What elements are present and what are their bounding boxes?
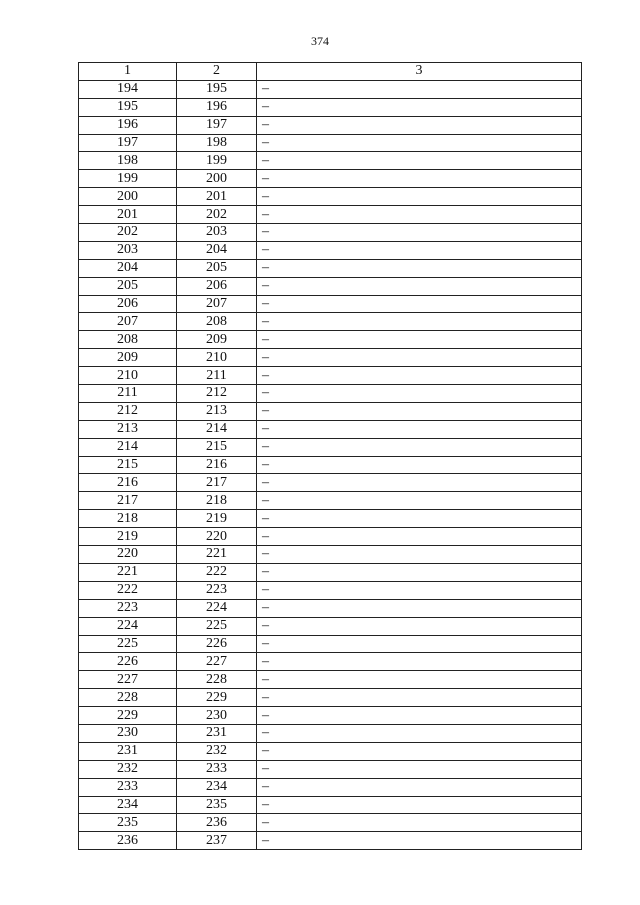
table-cell-col-2: 199 — [177, 152, 257, 170]
table-row — [79, 546, 582, 564]
table-cell-col-2: 202 — [177, 206, 257, 224]
table-row — [79, 796, 582, 814]
table-cell-col-1: 201 — [79, 206, 177, 224]
table-cell-col-2: 234 — [177, 778, 257, 796]
table-row — [79, 653, 582, 671]
table-cell-col-2: 201 — [177, 188, 257, 206]
table-cell-col-3: – — [257, 331, 582, 349]
table-cell-col-1: 196 — [79, 116, 177, 134]
table-cell-col-1: 202 — [79, 224, 177, 242]
table-row — [79, 581, 582, 599]
table-row — [79, 617, 582, 635]
table-row — [79, 814, 582, 832]
table-cell-col-2: 208 — [177, 313, 257, 331]
table-body — [79, 80, 582, 849]
table-cell-col-1: 215 — [79, 456, 177, 474]
table-row — [79, 671, 582, 689]
table-row — [79, 224, 582, 242]
table-cell-col-3: – — [257, 206, 582, 224]
table-cell-col-2: 207 — [177, 295, 257, 313]
table-cell-col-3: – — [257, 277, 582, 295]
table-cell-col-3: – — [257, 438, 582, 456]
table-row — [79, 116, 582, 134]
header-row — [79, 63, 582, 81]
table-row — [79, 277, 582, 295]
table-row — [79, 492, 582, 510]
table-cell-col-3: – — [257, 689, 582, 707]
table-cell-col-2: 220 — [177, 528, 257, 546]
table-cell-col-2: 209 — [177, 331, 257, 349]
table-cell-col-1: 235 — [79, 814, 177, 832]
table-cell-col-2: 225 — [177, 617, 257, 635]
table-cell-col-3: – — [257, 170, 582, 188]
table-cell-col-3: – — [257, 492, 582, 510]
table-cell-col-1: 210 — [79, 367, 177, 385]
table-cell-col-3: – — [257, 778, 582, 796]
data-table — [78, 62, 582, 850]
table-row — [79, 563, 582, 581]
table-row — [79, 402, 582, 420]
table-cell-col-3: – — [257, 116, 582, 134]
table-cell-col-2: 221 — [177, 546, 257, 564]
table-row — [79, 188, 582, 206]
table-cell-col-1: 206 — [79, 295, 177, 313]
table-cell-col-2: 204 — [177, 241, 257, 259]
table-cell-col-3: – — [257, 420, 582, 438]
table-cell-col-2: 198 — [177, 134, 257, 152]
table-cell-col-1: 217 — [79, 492, 177, 510]
table-cell-col-1: 205 — [79, 277, 177, 295]
table-row — [79, 707, 582, 725]
table-cell-col-1: 216 — [79, 474, 177, 492]
table-cell-col-1: 222 — [79, 581, 177, 599]
table-cell-col-2: 232 — [177, 742, 257, 760]
table-cell-col-3: – — [257, 367, 582, 385]
table-row — [79, 474, 582, 492]
table-cell-col-1: 212 — [79, 402, 177, 420]
table-cell-col-3: – — [257, 528, 582, 546]
table-row — [79, 832, 582, 850]
table-cell-col-1: 220 — [79, 546, 177, 564]
table-cell-col-2: 205 — [177, 259, 257, 277]
table-cell-col-3: – — [257, 474, 582, 492]
table-row — [79, 367, 582, 385]
table-cell-col-1: 207 — [79, 313, 177, 331]
table-row — [79, 760, 582, 778]
table-cell-col-3: – — [257, 349, 582, 367]
table-cell-col-1: 194 — [79, 80, 177, 98]
table-cell-col-3: – — [257, 546, 582, 564]
table-header — [79, 63, 582, 81]
table-row — [79, 635, 582, 653]
column-header-3: 3 — [257, 63, 582, 81]
table-cell-col-2: 230 — [177, 707, 257, 725]
table-cell-col-1: 200 — [79, 188, 177, 206]
table-row — [79, 599, 582, 617]
table-cell-col-1: 195 — [79, 98, 177, 116]
table-cell-col-1: 230 — [79, 724, 177, 742]
table-row — [79, 349, 582, 367]
table-cell-col-1: 219 — [79, 528, 177, 546]
table-cell-col-2: 226 — [177, 635, 257, 653]
table-cell-col-1: 199 — [79, 170, 177, 188]
table-cell-col-2: 219 — [177, 510, 257, 528]
table-row — [79, 528, 582, 546]
table-row — [79, 313, 582, 331]
table-cell-col-3: – — [257, 635, 582, 653]
table-row — [79, 331, 582, 349]
table-cell-col-2: 216 — [177, 456, 257, 474]
table-row — [79, 170, 582, 188]
table-cell-col-1: 211 — [79, 385, 177, 403]
table-cell-col-3: – — [257, 224, 582, 242]
table-cell-col-2: 195 — [177, 80, 257, 98]
table-cell-col-1: 221 — [79, 563, 177, 581]
table-row — [79, 438, 582, 456]
table-cell-col-2: 235 — [177, 796, 257, 814]
table-row — [79, 385, 582, 403]
table-cell-col-2: 197 — [177, 116, 257, 134]
table-row — [79, 510, 582, 528]
table-cell-col-2: 236 — [177, 814, 257, 832]
table-cell-col-2: 218 — [177, 492, 257, 510]
table-cell-col-1: 218 — [79, 510, 177, 528]
column-header-1: 1 — [79, 63, 177, 81]
table-cell-col-2: 224 — [177, 599, 257, 617]
page-number: 374 — [311, 34, 329, 48]
table-cell-col-3: – — [257, 80, 582, 98]
table-cell-col-3: – — [257, 152, 582, 170]
table-cell-col-3: – — [257, 724, 582, 742]
table-cell-col-3: – — [257, 188, 582, 206]
table-row — [79, 689, 582, 707]
table-cell-col-1: 203 — [79, 241, 177, 259]
table-cell-col-2: 229 — [177, 689, 257, 707]
table-cell-col-1: 228 — [79, 689, 177, 707]
table-cell-col-3: – — [257, 295, 582, 313]
table-cell-col-2: 200 — [177, 170, 257, 188]
table-cell-col-1: 197 — [79, 134, 177, 152]
table-cell-col-2: 215 — [177, 438, 257, 456]
table-cell-col-1: 214 — [79, 438, 177, 456]
table-cell-col-3: – — [257, 385, 582, 403]
table-cell-col-3: – — [257, 707, 582, 725]
table-cell-col-2: 217 — [177, 474, 257, 492]
table-cell-col-1: 223 — [79, 599, 177, 617]
table-cell-col-2: 222 — [177, 563, 257, 581]
table-cell-col-1: 213 — [79, 420, 177, 438]
table-cell-col-3: – — [257, 671, 582, 689]
table-cell-col-2: 227 — [177, 653, 257, 671]
table-cell-col-3: – — [257, 742, 582, 760]
table-cell-col-3: – — [257, 599, 582, 617]
table-cell-col-3: – — [257, 832, 582, 850]
table-cell-col-1: 233 — [79, 778, 177, 796]
table-cell-col-3: – — [257, 581, 582, 599]
table-cell-col-1: 232 — [79, 760, 177, 778]
table-cell-col-1: 225 — [79, 635, 177, 653]
table-row — [79, 80, 582, 98]
table-row — [79, 152, 582, 170]
table-row — [79, 456, 582, 474]
table-cell-col-3: – — [257, 456, 582, 474]
table-cell-col-2: 228 — [177, 671, 257, 689]
table-row — [79, 134, 582, 152]
table-cell-col-3: – — [257, 402, 582, 420]
table-cell-col-3: – — [257, 653, 582, 671]
table-cell-col-3: – — [257, 241, 582, 259]
table-row — [79, 778, 582, 796]
table-cell-col-1: 234 — [79, 796, 177, 814]
table-cell-col-2: 203 — [177, 224, 257, 242]
table-cell-col-3: – — [257, 134, 582, 152]
table-row — [79, 724, 582, 742]
table-cell-col-3: – — [257, 98, 582, 116]
table-cell-col-1: 231 — [79, 742, 177, 760]
table-cell-col-2: 213 — [177, 402, 257, 420]
table-cell-col-2: 231 — [177, 724, 257, 742]
table-cell-col-2: 206 — [177, 277, 257, 295]
table-cell-col-2: 214 — [177, 420, 257, 438]
table-cell-col-2: 212 — [177, 385, 257, 403]
table-cell-col-2: 223 — [177, 581, 257, 599]
table-cell-col-3: – — [257, 814, 582, 832]
table-row — [79, 742, 582, 760]
table-cell-col-2: 211 — [177, 367, 257, 385]
table-cell-col-3: – — [257, 760, 582, 778]
table-row — [79, 420, 582, 438]
table-cell-col-1: 208 — [79, 331, 177, 349]
table-cell-col-3: – — [257, 313, 582, 331]
table-cell-col-3: – — [257, 510, 582, 528]
table-cell-col-1: 226 — [79, 653, 177, 671]
table-cell-col-2: 210 — [177, 349, 257, 367]
table-cell-col-1: 224 — [79, 617, 177, 635]
table-row — [79, 295, 582, 313]
table-cell-col-3: – — [257, 796, 582, 814]
table-cell-col-1: 204 — [79, 259, 177, 277]
table-row — [79, 98, 582, 116]
column-header-2: 2 — [177, 63, 257, 81]
table-cell-col-3: – — [257, 563, 582, 581]
table-row — [79, 241, 582, 259]
table-row — [79, 259, 582, 277]
table-cell-col-1: 227 — [79, 671, 177, 689]
table-cell-col-1: 209 — [79, 349, 177, 367]
table-cell-col-3: – — [257, 617, 582, 635]
table-cell-col-2: 196 — [177, 98, 257, 116]
table-cell-col-1: 236 — [79, 832, 177, 850]
table-cell-col-1: 198 — [79, 152, 177, 170]
table-cell-col-1: 229 — [79, 707, 177, 725]
table-row — [79, 206, 582, 224]
table-cell-col-2: 233 — [177, 760, 257, 778]
table-cell-col-2: 237 — [177, 832, 257, 850]
table-cell-col-3: – — [257, 259, 582, 277]
